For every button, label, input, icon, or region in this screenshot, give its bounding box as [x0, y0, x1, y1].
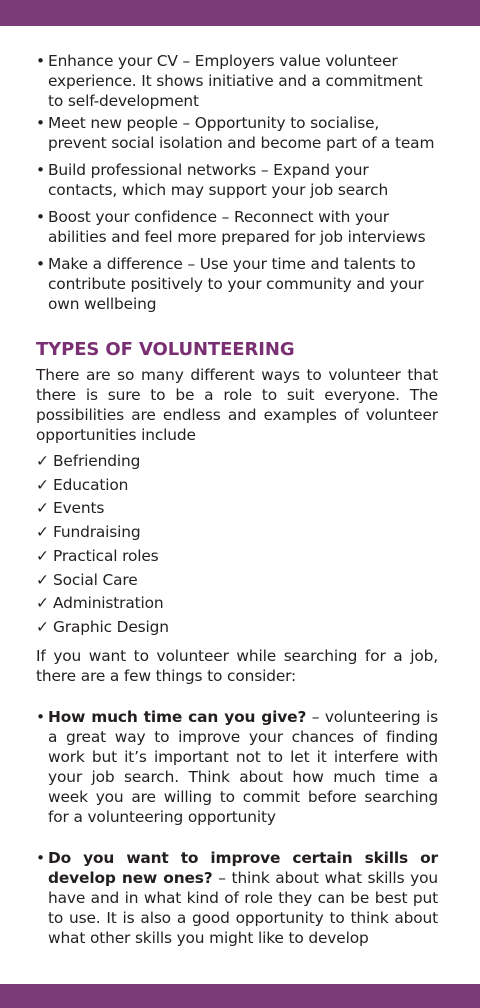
check-icon: ✓ — [36, 523, 49, 542]
question-item-skills — [36, 848, 438, 948]
check-icon: ✓ — [36, 546, 49, 565]
list-item: ✓ Administration — [36, 592, 438, 616]
list-item: ✓ Events — [36, 497, 438, 521]
benefit-item-difference — [36, 254, 438, 314]
bullet-icon: • — [36, 255, 45, 273]
check-icon: ✓ — [36, 570, 49, 589]
benefit-item-people — [36, 113, 438, 153]
bullet-icon: • — [36, 848, 45, 867]
list-item: ✓ Befriending — [36, 450, 438, 474]
volunteer-type-list — [36, 450, 438, 640]
bullet-icon: • — [36, 161, 45, 179]
list-item: ✓ Social Care — [36, 569, 438, 593]
list-item: ✓ Education — [36, 474, 438, 498]
types-intro: There are so many different ways to volunteer that there is sure to be a role to suit everyone. The possibilities are endless and examples of volunteer opportunities include — [36, 366, 438, 444]
bottom-color-band — [0, 984, 480, 1008]
benefit-item-networks — [36, 160, 438, 200]
bullet-icon: • — [36, 208, 45, 226]
consider-paragraph: If you want to volunteer while searching for a job, there are a few things to consider: — [36, 646, 438, 685]
check-icon: ✓ — [36, 499, 49, 518]
bullet-icon: • — [36, 52, 45, 70]
list-item: ✓ Graphic Design — [36, 616, 438, 640]
top-color-band — [0, 0, 480, 26]
benefit-text: Enhance your CV – Employers value volunteer experience. It shows initiative and a commitment to self-development — [48, 52, 423, 110]
question-text: – volunteering is a great way to improve your chances of finding work but it’s important not to let it interfere with your job search. Think about how much time a week you are willing to commit before searching for a volunteering opportunity — [48, 707, 438, 826]
benefit-item-confidence — [36, 207, 438, 247]
benefit-text: Boost your confidence – Reconnect with your abilities and feel more prepared for job interviews — [48, 208, 426, 246]
benefit-item-cv — [36, 51, 438, 111]
section-heading: TYPES OF VOLUNTEERING — [36, 339, 295, 360]
check-icon: ✓ — [36, 452, 49, 470]
question-text: – think about what skills you have and in what kind of role they can be best put to use. It is also a good opportunity to think about what other skills you might like to develop — [48, 868, 438, 947]
list-item: ✓ Fundraising — [36, 521, 438, 545]
benefit-text: Build professional networks – Expand your contacts, which may support your job search — [48, 161, 389, 199]
check-icon: ✓ — [36, 594, 49, 613]
bullet-icon: • — [36, 114, 45, 132]
list-item: ✓ Practical roles — [36, 545, 438, 569]
question-item-time — [36, 707, 438, 827]
question-title: Do you want to improve certain skills or develop new ones? — [48, 848, 438, 887]
question-title: How much time can you give? — [48, 707, 307, 726]
benefit-text: Meet new people – Opportunity to socialise, prevent social isolation and become part of a team — [48, 114, 435, 152]
leaflet-body — [36, 51, 438, 948]
benefit-text: Make a difference – Use your time and talents to contribute positively to your community and your own wellbeing — [48, 255, 424, 313]
bullet-icon: • — [36, 707, 45, 726]
check-icon: ✓ — [36, 475, 49, 494]
check-icon: ✓ — [36, 617, 49, 636]
